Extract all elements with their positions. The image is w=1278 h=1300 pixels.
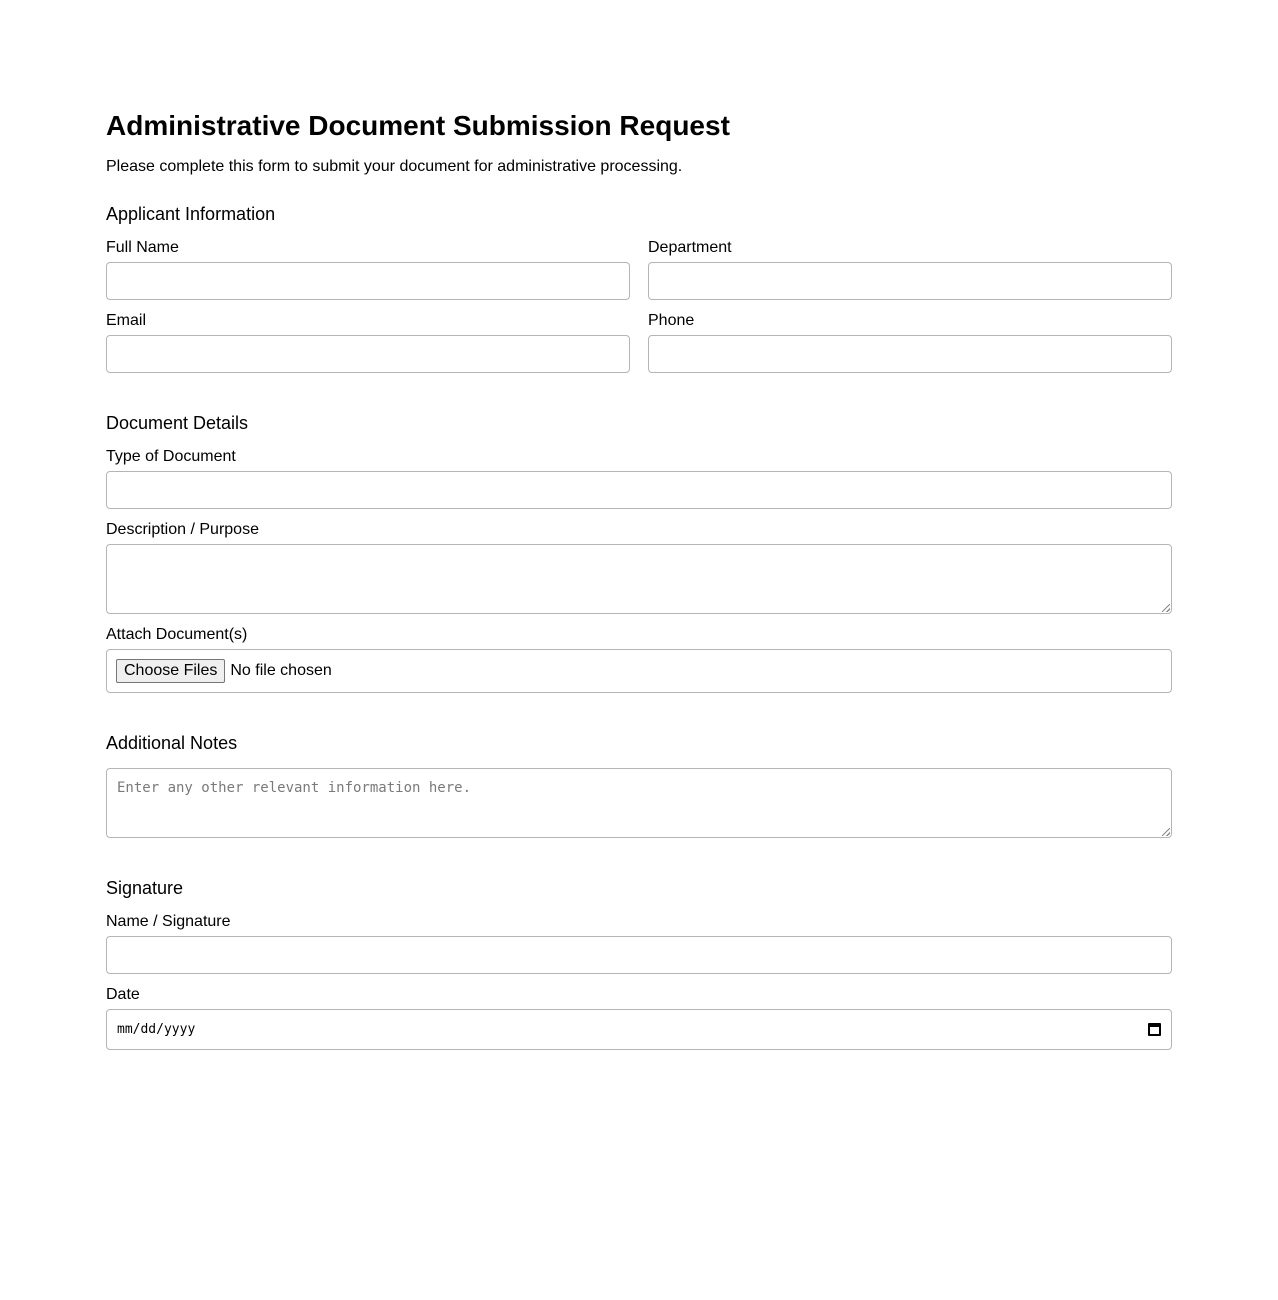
- notes-textarea[interactable]: [106, 768, 1172, 838]
- phone-label: Phone: [648, 312, 695, 329]
- notes-wrapper: [106, 768, 1172, 838]
- phone-input[interactable]: [648, 335, 1172, 373]
- signature-name-input[interactable]: [106, 936, 1172, 974]
- section-title-applicant: Applicant Information: [106, 204, 276, 224]
- department-label: Department: [648, 239, 732, 256]
- attach-label: Attach Document(s): [106, 626, 248, 643]
- department-input[interactable]: [648, 262, 1172, 300]
- description-textarea[interactable]: [106, 544, 1172, 614]
- section-title-notes: Additional Notes: [106, 733, 238, 753]
- file-status-text: No file chosen: [230, 662, 332, 679]
- section-title-signature: Signature: [106, 878, 184, 898]
- email-input[interactable]: [106, 335, 630, 373]
- date-input[interactable]: [106, 1009, 1172, 1050]
- choose-files-button[interactable]: Choose Files: [116, 659, 225, 683]
- date-placeholder: mm/dd/yyyy: [117, 1022, 196, 1037]
- signature-name-label: Name / Signature: [106, 913, 231, 930]
- file-upload-field: [106, 649, 1172, 693]
- page-title: Administrative Document Submission Request: [106, 110, 730, 141]
- full-name-label: Full Name: [106, 239, 179, 256]
- section-title-document: Document Details: [106, 413, 249, 433]
- document-type-label: Type of Document: [106, 448, 236, 465]
- document-type-input[interactable]: [106, 471, 1172, 509]
- full-name-input[interactable]: [106, 262, 630, 300]
- calendar-icon[interactable]: [1148, 1023, 1161, 1036]
- email-label: Email: [106, 312, 147, 329]
- description-wrapper: [106, 544, 1172, 614]
- form-intro: Please complete this form to submit your document for administrative processing.: [106, 158, 683, 175]
- date-label: Date: [106, 986, 140, 1003]
- description-label: Description / Purpose: [106, 521, 259, 538]
